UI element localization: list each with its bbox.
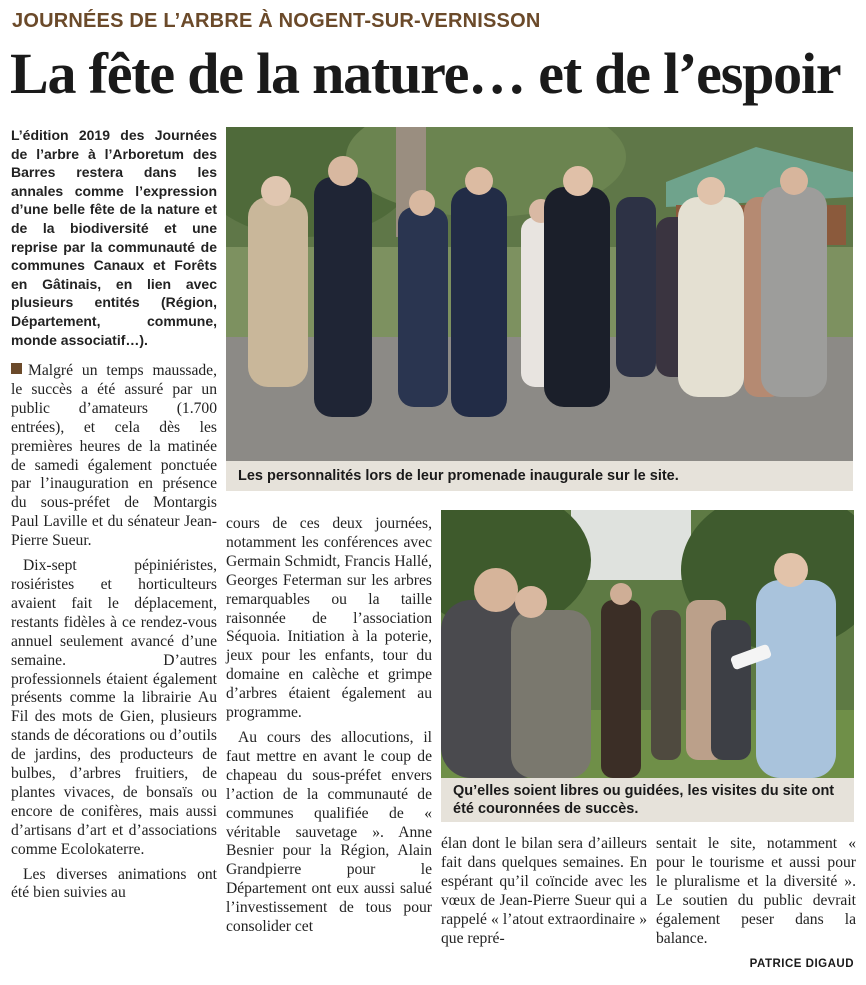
article-kicker: JOURNÉES DE L’ARBRE À NOGENT-SUR-VERNISSON bbox=[12, 10, 541, 32]
article-lead-paragraph: L’édition 2019 des Journées de l’arbre à l’Arboretum des Barres restera dans les annales comme l’expression d’une belle fête de la nature et de la biodiversité et une reprise par la communauté de communes Canaux et Forêts en Gâtinais, en lien avec plusieurs entités (Région, Département, commune, monde associatif…). bbox=[11, 127, 217, 348]
article-paragraph-text: Malgré un temps maussade, le succès a été assuré par un public d’amateurs (1.700 entrées), et cela dès les premières heures de la matinée de samedi également ponctuée par l’inauguration en présence du sous-préfet de Montargis Paul Laville et du sénateur Jean-Pierre Sueur. bbox=[11, 362, 217, 550]
photo-guided-visit bbox=[441, 510, 854, 778]
article-paragraph: cours de ces deux journées, notamment les conférences avec Germain Schmidt, Francis Hallé, Georges Feterman sur les arbres remarquables ou la taille raisonnée de l’association Séquoia. Initiation à la poterie, jeux pour les enfants, tour du domaine en calèche et grimpe d’arbres étaient également au programme. bbox=[226, 515, 432, 722]
article-column-4 bbox=[656, 835, 856, 954]
article-paragraph: Au cours des allocutions, il faut mettre en avant le coup de chapeau du sous-préfet envers l’action de la communauté de communes qualifiée de « véritable sauvetage ». Anne Besnier pour la Région, Alain Grandpierre pour le Département ont eux aussi salué l’investissement de tous pour consolider cet bbox=[226, 728, 432, 936]
article-paragraph: Dix-sept pépiniéristes, rosiéristes et horticulteurs avaient fait le déplacement, restants fidèles à ce rendez-vous annuel seulement avancé d’une semaine. D’autres professionnels étaient également présents comme la librairie Au Fil des mots de Gien, plusieurs stands de décorations ou d’outils de jardins, des producteurs de bulbes, d’arbres fruitiers, de plantes vivaces, de bonsaïs ou encore de conifères, mais aussi d’artisans d’art et d’associations comme Ecolokaterre. bbox=[11, 557, 217, 858]
paragraph-marker-icon bbox=[11, 363, 22, 374]
article-byline: PATRICE DIGAUD bbox=[749, 958, 854, 970]
article-paragraph bbox=[11, 362, 217, 551]
article-column-1 bbox=[11, 362, 217, 909]
article-headline: La fête de la nature… et de l’espoir bbox=[10, 41, 841, 106]
article-paragraph: élan dont le bilan sera d’ailleurs fait dans quelques semaines. En espérant qu’il coïncide avec les vœux de Jean-Pierre Sueur qui a rappelé « l’atout extraordinaire » que repré- bbox=[441, 835, 647, 947]
photo-caption-visits: Qu’elles soient libres ou guidées, les visites du site ont été couronnées de succès. bbox=[441, 778, 854, 822]
photo-caption-officials: Les personnalités lors de leur promenade inaugurale sur le site. bbox=[226, 461, 853, 491]
article-paragraph: Les diverses animations ont été bien suivies au bbox=[11, 865, 217, 902]
photo-officials-promenade bbox=[226, 127, 853, 461]
article-paragraph: sentait le site, notamment « pour le tourisme et aussi pour le pluralisme et la diversité ». Le soutien du public devrait également peser dans la balance. bbox=[656, 835, 856, 947]
article-column-2 bbox=[226, 515, 432, 943]
article-column-3 bbox=[441, 835, 647, 954]
